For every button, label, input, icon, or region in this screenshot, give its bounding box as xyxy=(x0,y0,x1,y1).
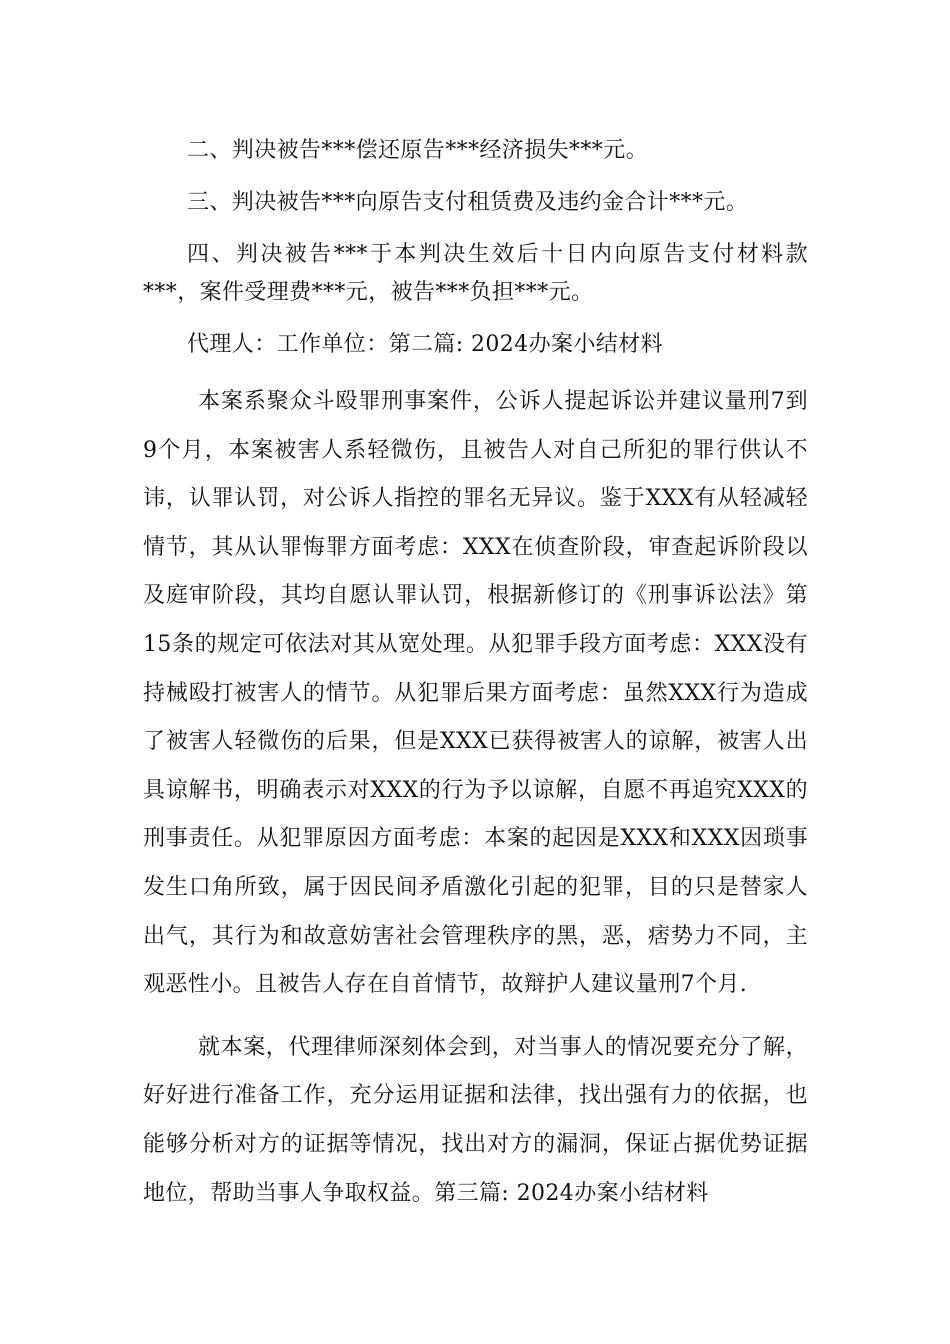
paragraph-judgment-2: 二、判决被告***偿还原告***经济损失***元。 xyxy=(187,138,649,163)
paragraph-case-description: 本案系聚众斗殴罪刑事案件，公诉人提起诉讼并建议量刑7到9个月，本案被害人系轻微伤，且被告人对自己所犯的罪行供认不讳，认罪认罚，对公诉人指控的罪名无异议。鉴于XXX有从轻减轻情节，其从认罪悔罪方面考虑：XXX在侦查阶段，审查起诉阶段以及庭审阶段，其均自愿认罪认罚，根据新修订的《刑事诉讼法》第15条的规定可依法对其从宽处理。从犯罪手段方面考虑：XXX没有持械殴打被害人的情节。从犯罪后果方面考虑：虽然XXX行为造成了被害人轻微伤的后果，但是XXX已获得被害人的谅解，被害人出具谅解书，明确表示对XXX的行为予以谅解，自愿不再追究XXX的刑事责任。从犯罪原因方面考虑：本案的起因是XXX和XXX因琐事发生口角所致，属于因民间矛盾激化引起的犯罪，目的只是替家人出气，其行为和故意妨害社会管理秩序的黑，恶，痞势力不同，主观恶性小。且被告人存在自首情节，故辩护人建议量刑7个月. xyxy=(143,389,808,998)
case-description-block xyxy=(143,378,808,1010)
paragraph-case-summary: 就本案，代理律师深刻体会到，对当事人的情况要充分了解，好好进行准备工作，充分运用证据和法律，找出强有力的依据，也能够分析对方的证据等情况，找出对方的漏洞，保证占据优势证据地位，帮助当事人争取权益。第三篇: 2024办案小结材料 xyxy=(143,1034,808,1206)
paragraph-judgment-4: 四、判决被告***于本判决生效后十日内向原告支付材料款***，案件受理费***元，被告***负担***元。 xyxy=(143,242,808,305)
paragraph-agent-heading: 代理人：工作单位：第二篇: 2024办案小结材料 xyxy=(187,332,663,357)
document-body xyxy=(143,132,808,1218)
paragraph-judgment-3: 三、判决被告***向原告支付租赁费及违约金合计***元。 xyxy=(187,190,749,215)
case-summary-block xyxy=(143,1024,808,1218)
